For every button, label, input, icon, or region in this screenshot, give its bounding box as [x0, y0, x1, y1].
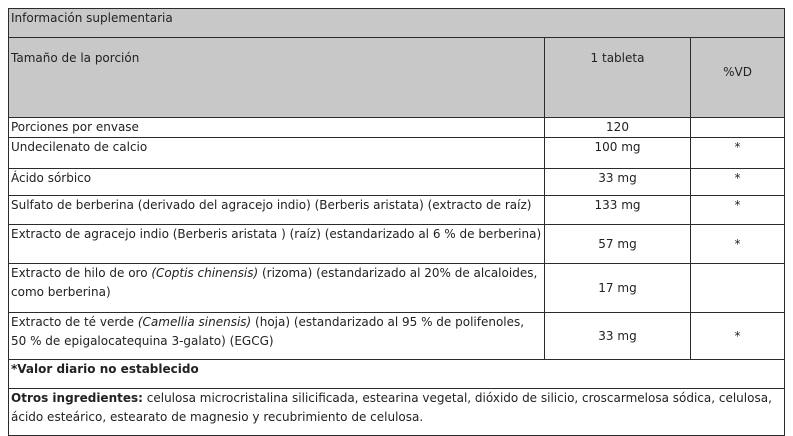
ingredient-dv: * [691, 196, 785, 225]
ingredient-name [9, 313, 545, 360]
other-ingredients-row [9, 389, 785, 436]
ingredient-amount: 17 mg [545, 264, 691, 313]
ingredient-amount: 33 mg [545, 169, 691, 196]
ingredient-name-post: (hoja) (estandarizado al 95 % de polifenoles, 50 % de epigalocatequina 3-galato) (EGCG) [11, 315, 525, 348]
ingredient-name-post: (rizoma) (estandarizado al 20% de alcaloides, como berberina) [11, 266, 538, 299]
ingredient-name: Sulfato de berberina (derivado del agracejo indio) (Berberis aristata) (extracto de raíz) [9, 196, 545, 225]
other-ingredients [9, 389, 785, 436]
ingredient-row [9, 169, 785, 196]
ingredient-dv: * [691, 138, 785, 169]
ingredient-dv: * [691, 313, 785, 360]
ingredient-amount: 57 mg [545, 225, 691, 264]
ingredient-name: Undecilenato de calcio [9, 138, 545, 169]
ingredient-name-latin: (Camellia sinensis) [137, 315, 252, 329]
ingredient-dv: * [691, 225, 785, 264]
servings-value: 120 [545, 118, 691, 138]
servings-row [9, 118, 785, 138]
ingredient-name: Ácido sórbico [9, 169, 545, 196]
footnote: *Valor diario no establecido [9, 360, 785, 389]
ingredient-dv: * [691, 169, 785, 196]
supplement-facts-table [8, 8, 785, 436]
footnote-row [9, 360, 785, 389]
other-ingredients-label: Otros ingredientes: [11, 391, 143, 405]
header-row [9, 38, 785, 118]
ingredient-name [9, 264, 545, 313]
table-title: Información suplementaria [9, 9, 785, 38]
ingredient-row [9, 138, 785, 169]
ingredient-name-pre: Extracto de té verde [11, 315, 138, 329]
serving-size-value: 1 tableta [545, 38, 691, 118]
ingredient-dv [691, 264, 785, 313]
ingredient-row [9, 225, 785, 264]
servings-label: Porciones por envase [9, 118, 545, 138]
ingredient-amount: 100 mg [545, 138, 691, 169]
title-row [9, 9, 785, 38]
ingredient-name: Extracto de agracejo indio (Berberis aristata ) (raíz) (estandarizado al 6 % de berberina) [9, 225, 545, 264]
serving-size-label: Tamaño de la porción [9, 38, 545, 118]
ingredient-name-latin: (Coptis chinensis) [151, 266, 259, 280]
ingredient-amount: 133 mg [545, 196, 691, 225]
other-ingredients-text: celulosa microcristalina silicificada, estearina vegetal, dióxido de silicio, croscarmelosa sódica, celulosa, ácido esteárico, estearato de magnesio y recubrimiento de celulosa. [11, 391, 772, 424]
ingredient-name-pre: Extracto de hilo de oro [11, 266, 152, 280]
servings-dv [691, 118, 785, 138]
ingredient-row [9, 313, 785, 360]
ingredient-row [9, 264, 785, 313]
ingredient-row [9, 196, 785, 225]
dv-header: %VD [691, 38, 785, 118]
ingredient-amount: 33 mg [545, 313, 691, 360]
